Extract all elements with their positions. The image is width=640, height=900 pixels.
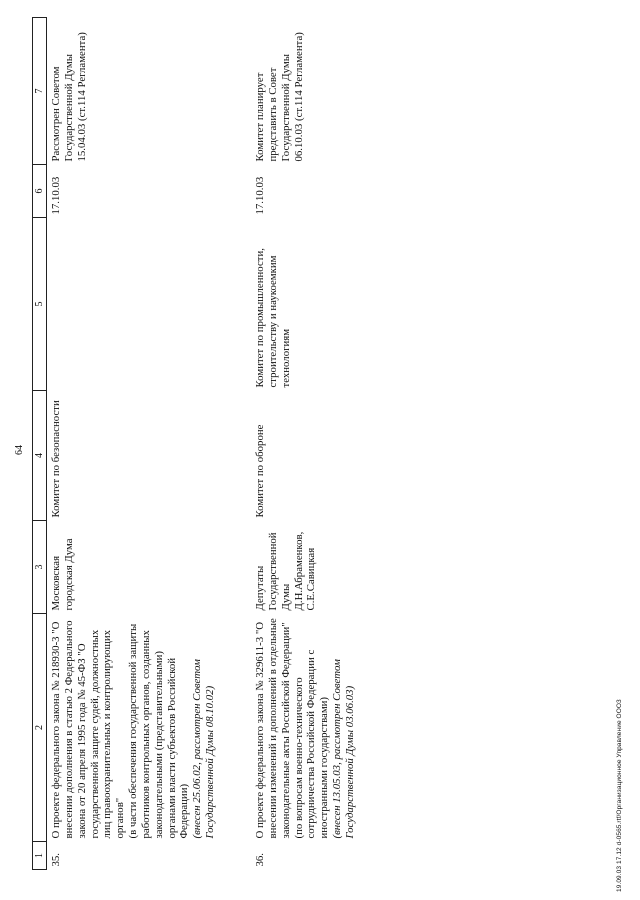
bill-title: О проекте федерального закона № 218930-3 "О внесении дополнения в статью 2 Федерального закона от 20 апреля 1995 года № 45-ФЗ "О государственной защите судей, должностных лиц правоохранительных и контролирующих органов" [50, 620, 127, 839]
column-header: 7 [33, 18, 47, 165]
row-number: 35. [50, 853, 62, 867]
initiator: Депутаты Государственной Думы Д.Н.Абраменков, С.Е.Савицкая [254, 531, 318, 611]
status-note: Комитет планирует представить в Совет Государственной Думы 06.10.03 (ст.114 Регламента) [254, 32, 305, 162]
responsible-committee: Комитет по обороне [254, 424, 266, 518]
bills-table [32, 17, 444, 870]
status-note: Рассмотрен Советом Государственной Думы 15.04.03 (ст.114 Регламента) [50, 32, 88, 162]
column-header: 2 [33, 614, 47, 842]
initiator: Московская городская Дума [50, 538, 75, 611]
co-executor-committee: Комитет по промышленности, строительству и наукоемким технологиям [254, 248, 292, 388]
table-row [47, 18, 251, 870]
column-header: 3 [33, 521, 47, 614]
bill-description [250, 614, 444, 842]
row-number: 36. [254, 853, 266, 867]
responsible-committee: Комитет по безопасности [50, 400, 62, 518]
bill-note: (внесен 25.06.02, рассмотрен Советом Государственной Думы 08.10.02) [191, 659, 217, 839]
column-header: 6 [33, 165, 47, 218]
bill-subject: (в части обеспечения государственной защиты работников контрольных органов, созданных законодательными (представительными) органами власти субъектов Российской Федерации) [127, 623, 191, 839]
bill-title: О проекте федерального закона № 329611-3 "О внесении изменений и дополнений в отдельные законодательные акты Российской Федерации" [254, 618, 292, 839]
bill-description [47, 614, 251, 842]
column-header: 4 [33, 391, 47, 521]
column-header: 5 [33, 218, 47, 391]
footer-stamp: 19.09.03 17.12 d-0565.rtf/Организационное Управление ООО3 [616, 699, 623, 892]
planned-date: 17.10.03 [254, 176, 266, 215]
bill-subject: (по вопросам военно-технического сотрудничества Российской Федерации с иностранными государствами) [292, 649, 331, 839]
column-header: 1 [33, 842, 47, 870]
column-number-row [33, 18, 47, 870]
table-row [250, 18, 444, 870]
planned-date: 17.10.03 [50, 176, 62, 215]
bill-note: (внесен 13.05.03, рассмотрен Советом Государственной Думы 03.06.03) [331, 659, 356, 839]
co-executor-committee [47, 218, 251, 391]
page-number: 64 [14, 445, 25, 455]
